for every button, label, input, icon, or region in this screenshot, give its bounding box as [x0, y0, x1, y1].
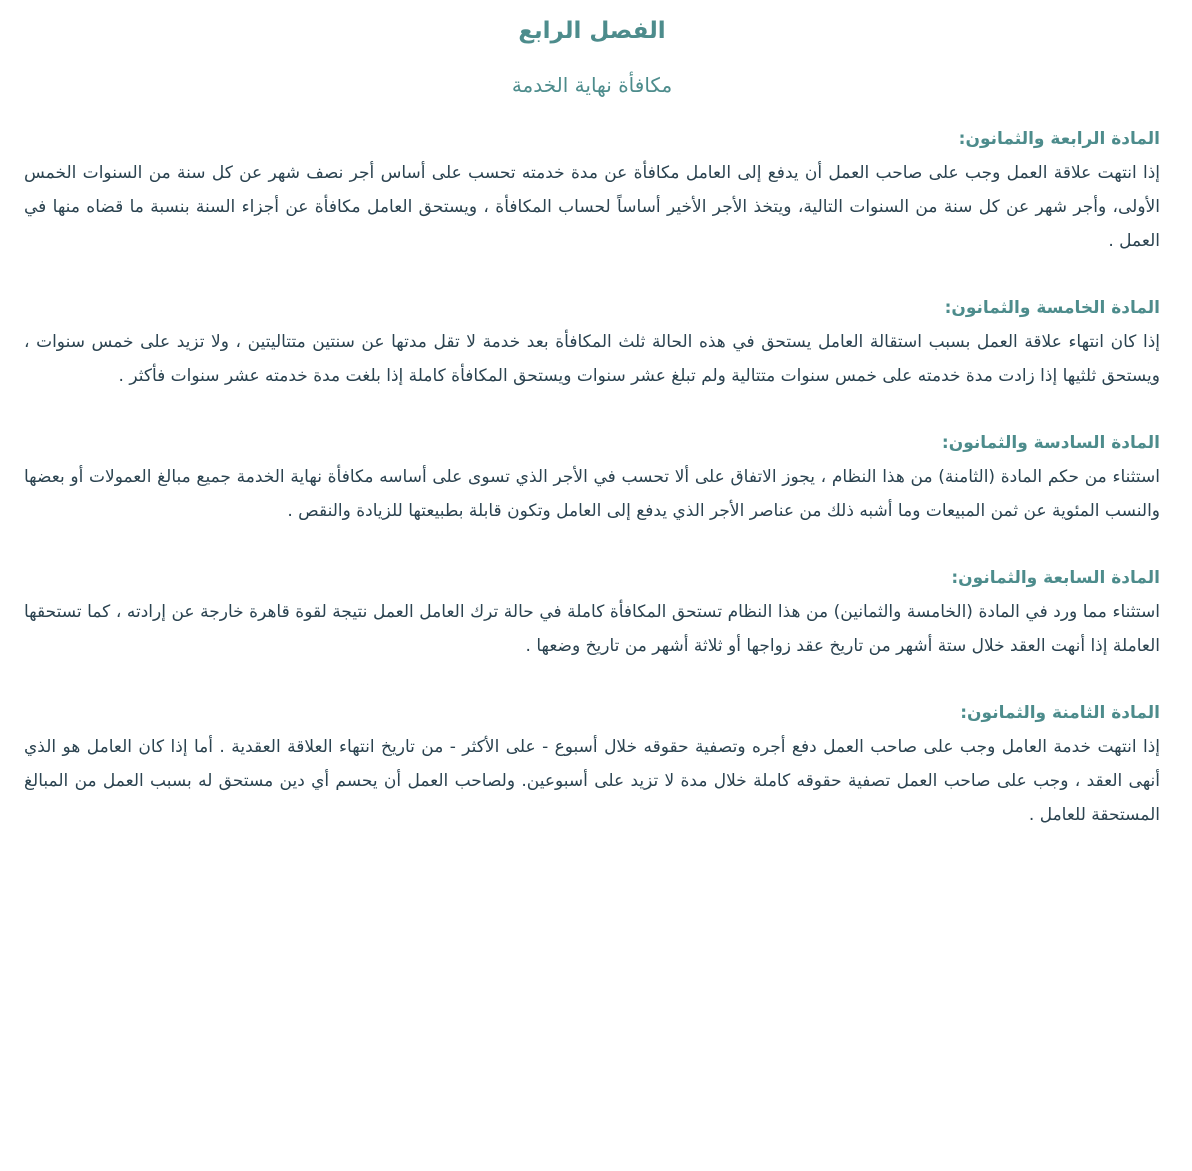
article-title: المادة السادسة والثمانون:: [941, 433, 1160, 453]
article-body: إذا كان انتهاء علاقة العمل بسبب استقالة العامل يستحق في هذه الحالة ثلث المكافأة بعد خدمة لا تقل مدتها عن سنتين متتاليتين ، ولا تزيد على خمس سنوات ، ويستحق ثلثيها إذا زادت مدة خدمته على خمس سنوات متتالية ولم تبلغ عشر سنوات ويستحق المكافأة كاملة إذا بلغت مدة خدمته عشر سنوات فأكثر .: [24, 332, 1160, 386]
article-body: استثناء مما ورد في المادة (الخامسة والثمانين) من هذا النظام تستحق المكافأة كاملة في حالة ترك العامل العمل نتيجة لقوة قاهرة خارجة عن إرادته ، كما تستحقها العاملة إذا أنهت العقد خلال ستة أشهر من تاريخ عقد زواجها أو ثلاثة أشهر من تاريخ وضعها .: [24, 602, 1160, 656]
articles-list: [24, 122, 1160, 832]
article-87: [24, 561, 1160, 663]
article-body: إذا انتهت علاقة العمل وجب على صاحب العمل أن يدفع إلى العامل مكافأة عن مدة خدمته تحسب على أساس أجر نصف شهر عن كل سنة من السنوات الخمس الأولى، وأجر شهر عن كل سنة من السنوات التالية، ويتخذ الأجر الأخير أساساً لحساب المكافأة ، ويستحق العامل مكافأة عن أجزاء السنة بنسبة ما قضاه منها في العمل .: [24, 163, 1160, 251]
chapter-subtitle: مكافأة نهاية الخدمة: [511, 73, 673, 97]
article-title: المادة الخامسة والثمانون:: [944, 298, 1160, 318]
article-86: [24, 426, 1160, 528]
article-body: إذا انتهت خدمة العامل وجب على صاحب العمل دفع أجره وتصفية حقوقه خلال أسبوع - على الأكثر - من تاريخ انتهاء العلاقة العقدية . أما إذا كان العامل هو الذي أنهى العقد ، وجب على صاحب العمل تصفية حقوقه كاملة خلال مدة لا تزيد على أسبوعين. ولصاحب العمل أن يحسم أي دين مستحق له بسبب العمل من المبالغ المستحقة للعامل .: [24, 737, 1160, 825]
article-body: استثناء من حكم المادة (الثامنة) من هذا النظام ، يجوز الاتفاق على ألا تحسب في الأجر الذي تسوى على أساسه مكافأة نهاية الخدمة جميع مبالغ العمولات أو بعضها والنسب المئوية عن ثمن المبيعات وما أشبه ذلك من عناصر الأجر الذي يدفع إلى العامل وتكون قابلة بطبيعتها للزيادة والنقص .: [24, 467, 1160, 521]
article-84: [24, 122, 1160, 258]
article-title: المادة السابعة والثمانون:: [951, 568, 1160, 588]
article-title: المادة الثامنة والثمانون:: [960, 703, 1160, 723]
chapter-title: الفصل الرابع: [518, 18, 666, 44]
article-88: [24, 696, 1160, 832]
article-85: [24, 291, 1160, 393]
article-title: المادة الرابعة والثمانون:: [958, 129, 1160, 149]
